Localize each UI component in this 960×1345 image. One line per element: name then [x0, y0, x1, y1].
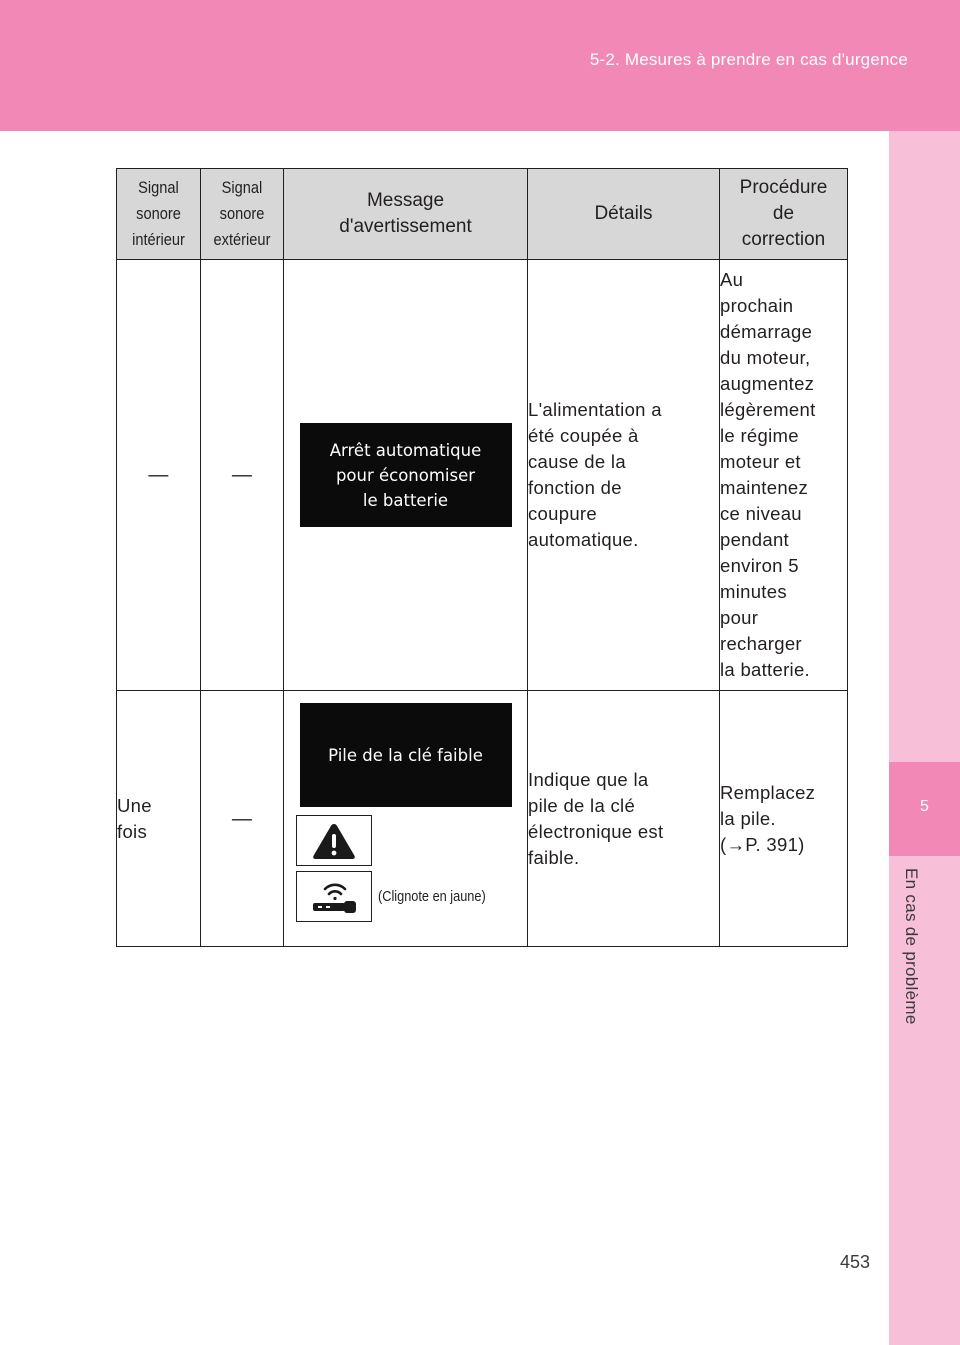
- smart-key-battery-icon: [296, 871, 372, 922]
- correction-cell: Remplacez la pile. (→P. 391): [720, 691, 848, 947]
- chapter-tab[interactable]: [889, 762, 960, 856]
- message-cell: [284, 260, 528, 691]
- message-display: Arrêt automatique pour économiser le batterie: [300, 423, 512, 527]
- section-title: 5-2. Mesures à prendre en cas d'urgence: [589, 50, 908, 69]
- key-battery-indicator-row: [296, 871, 527, 922]
- table-row: [117, 260, 848, 691]
- header-band: [0, 0, 960, 131]
- chapter-title: En cas de problème: [902, 868, 921, 1025]
- details-cell: L'alimentation a été coupée à cause de la fonction de coupure automatique.: [528, 260, 720, 691]
- message-cell: [284, 691, 528, 947]
- header-warning-message: Message d'avertissement: [284, 169, 528, 260]
- internal-buzzer-cell: —: [117, 260, 201, 691]
- message-display: Pile de la clé faible: [300, 703, 512, 807]
- warning-table: [116, 168, 848, 947]
- warning-triangle-icon: [296, 815, 372, 866]
- correction-cell: Au prochain démarrage du moteur, augmentez légèrement le régime moteur et maintenez ce niveau pendant environ 5 minutes pour recharger la batterie.: [720, 260, 848, 691]
- internal-buzzer-cell: Une fois: [117, 691, 201, 947]
- header-internal-buzzer: Signal sonore intérieur: [117, 169, 201, 260]
- details-cell: Indique que la pile de la clé électronique est faible.: [528, 691, 720, 947]
- table-row: [117, 691, 848, 947]
- header-details: Détails: [528, 169, 720, 260]
- warning-indicator-row: [296, 815, 527, 866]
- chapter-sidebar: [889, 131, 960, 1345]
- page-number: 453: [840, 1252, 871, 1272]
- external-buzzer-cell: —: [201, 260, 284, 691]
- header-external-buzzer: Signal sonore extérieur: [201, 169, 284, 260]
- chapter-number: 5: [920, 798, 929, 815]
- table-header-row: [117, 169, 848, 260]
- external-buzzer-cell: —: [201, 691, 284, 947]
- flash-note: (Clignote en jaune): [378, 888, 486, 905]
- header-correction: Procédure de correction: [720, 169, 848, 260]
